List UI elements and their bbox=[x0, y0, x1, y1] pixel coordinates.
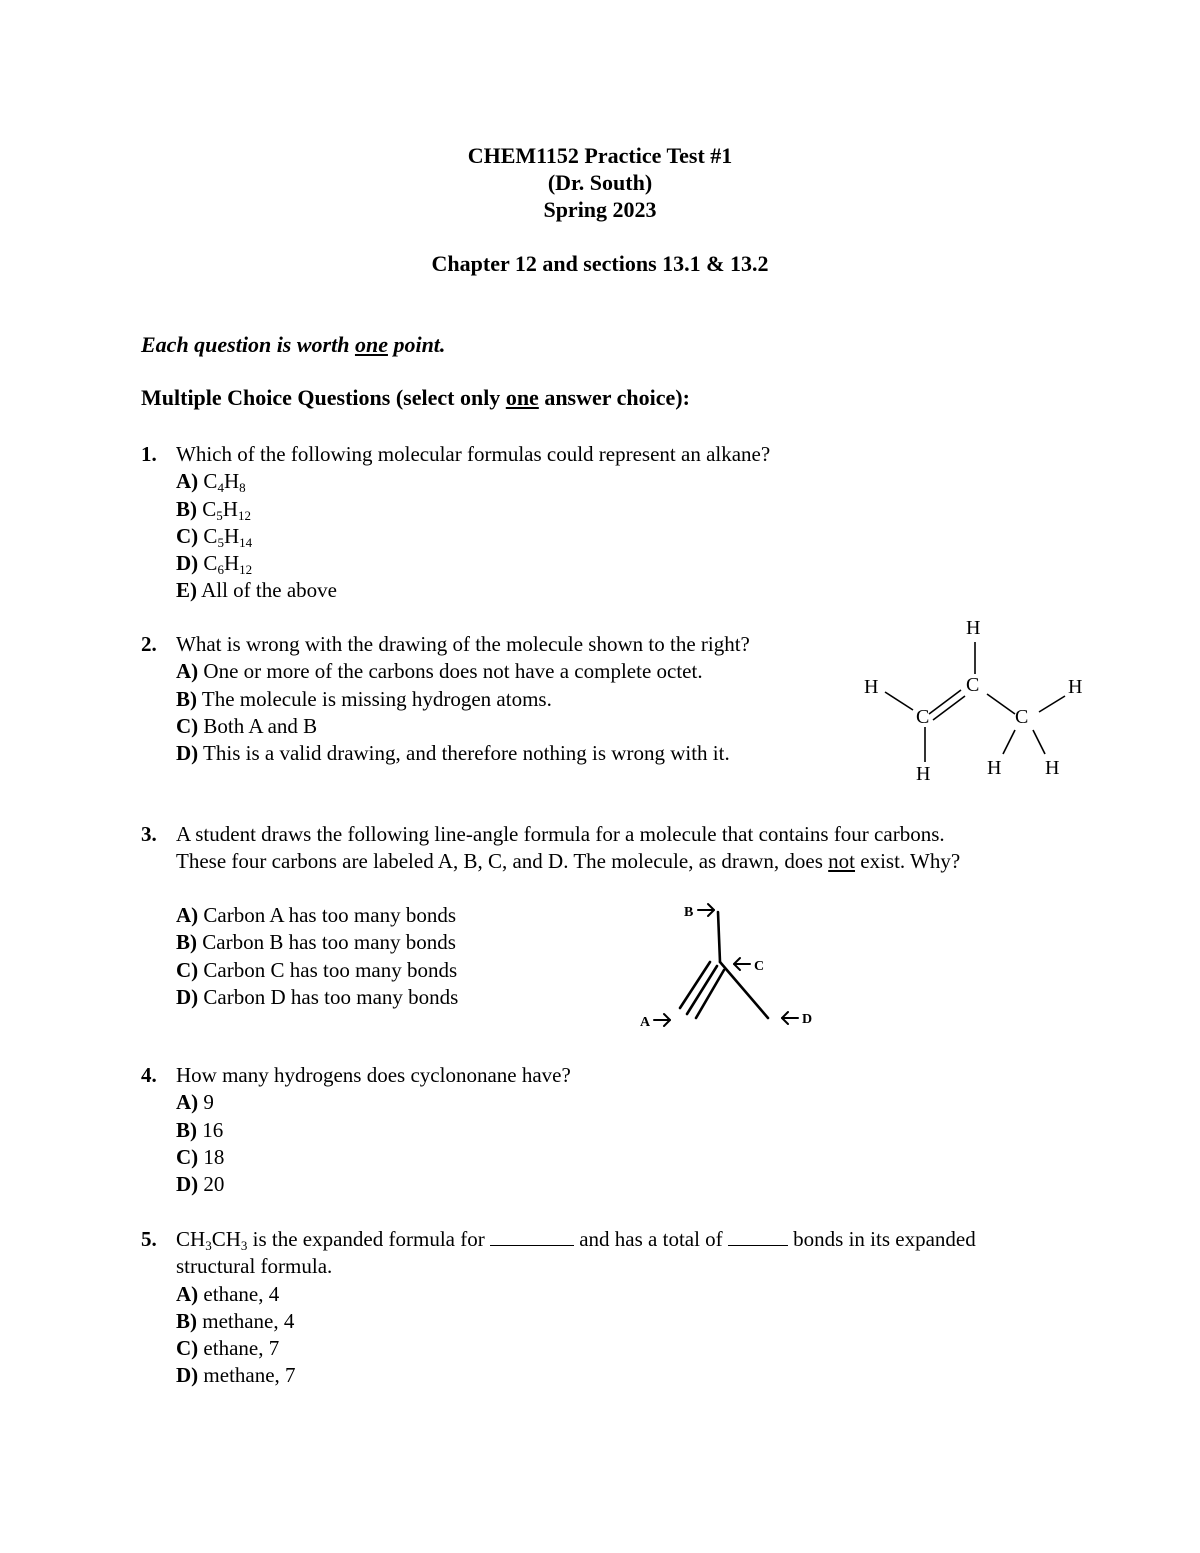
atom-h-top: H bbox=[966, 617, 981, 639]
answer-choice[interactable]: D) Carbon D has too many bonds bbox=[176, 984, 459, 1009]
answer-choice[interactable]: C) $C_5H_{14}$ bbox=[176, 523, 253, 550]
answer-choice[interactable]: A) 9 bbox=[176, 1090, 214, 1115]
atom-h-bottom-mid: H bbox=[987, 757, 1002, 779]
question-number: 5. bbox=[141, 1227, 157, 1251]
question-number: 1. bbox=[141, 442, 157, 466]
atom-h-bottom-left: H bbox=[916, 763, 931, 785]
answer-choice[interactable]: A) $C_4H_8$ bbox=[176, 469, 246, 496]
answer-choice[interactable]: A) ethane, 4 bbox=[176, 1281, 280, 1306]
carbon-label-a: A bbox=[640, 1015, 651, 1030]
carbon-label-b: B bbox=[684, 905, 694, 920]
line-angle-formula-figure bbox=[630, 890, 830, 1040]
chapter-coverage: Chapter 12 and sections 13.1 & 13.2 bbox=[431, 251, 769, 276]
question-number: 4. bbox=[141, 1063, 157, 1087]
question-text: What is wrong with the drawing of the molecule shown to the right? bbox=[176, 632, 750, 656]
atom-c-left: C bbox=[916, 706, 930, 728]
term: Spring 2023 bbox=[543, 197, 657, 222]
answer-choice[interactable]: D) 20 bbox=[176, 1172, 225, 1197]
point-instructions: Each question is worth one point. bbox=[141, 332, 446, 357]
question-text-line-2: These four carbons are labeled A, B, C, and D. The molecule, as drawn, does not exist. Why? bbox=[176, 849, 961, 874]
question-text: How many hydrogens does cyclononane have? bbox=[176, 1063, 571, 1087]
answer-choice[interactable]: A) Carbon A has too many bonds bbox=[176, 903, 456, 927]
atom-c-middle: C bbox=[966, 674, 980, 696]
arrow-b-icon bbox=[698, 904, 714, 916]
answer-choice[interactable]: A) One or more of the carbons does not have a complete octet. bbox=[176, 659, 703, 684]
atom-c-right: C bbox=[1015, 706, 1029, 728]
answer-choice[interactable]: B) Carbon B has too many bonds bbox=[176, 930, 456, 955]
instructor-name: (Dr. South) bbox=[547, 170, 653, 195]
atom-h-right: H bbox=[1068, 676, 1083, 698]
course-title: CHEM1152 Practice Test #1 bbox=[467, 143, 733, 168]
propene-structure-figure bbox=[855, 612, 1095, 792]
answer-choice[interactable]: E) All of the above bbox=[176, 578, 337, 603]
answer-choice[interactable]: C) 18 bbox=[176, 1144, 225, 1169]
arrow-a-icon bbox=[654, 1014, 670, 1026]
arrow-c-icon bbox=[734, 958, 750, 970]
answer-choice[interactable]: D) This is a valid drawing, and therefore nothing is wrong with it. bbox=[176, 741, 730, 766]
answer-choice[interactable]: B) $C_5H_{12}$ bbox=[176, 496, 251, 523]
atom-h-bottom-right: H bbox=[1045, 757, 1060, 779]
atom-h-left: H bbox=[864, 676, 879, 698]
fill-in-blank-name[interactable] bbox=[490, 1227, 574, 1246]
answer-choice[interactable]: D) $C_6H_{12}$ bbox=[176, 551, 253, 578]
fill-in-blank-bonds[interactable] bbox=[728, 1227, 788, 1246]
answer-choice[interactable]: C) Carbon C has too many bonds bbox=[176, 957, 458, 982]
question-text-line-2: structural formula. bbox=[176, 1254, 333, 1279]
carbon-label-d: D bbox=[802, 1012, 813, 1027]
question-text-line-1: A student draws the following line-angle formula for a molecule that contains four carbons. bbox=[176, 822, 945, 846]
question-number: 3. bbox=[141, 822, 157, 846]
answer-choice[interactable]: D) methane, 7 bbox=[176, 1363, 296, 1388]
answer-choice[interactable]: B) The molecule is missing hydrogen atoms. bbox=[176, 686, 552, 711]
question-number: 2. bbox=[141, 632, 157, 656]
answer-choice[interactable]: B) methane, 4 bbox=[176, 1308, 295, 1333]
arrow-d-icon bbox=[782, 1012, 798, 1024]
answer-choice[interactable]: C) ethane, 7 bbox=[176, 1336, 280, 1361]
carbon-label-c: C bbox=[754, 959, 765, 974]
answer-choice[interactable]: C) Both A and B bbox=[176, 713, 318, 738]
question-text: Which of the following molecular formulas could represent an alkane? bbox=[176, 442, 771, 466]
section-heading: Multiple Choice Questions (select only one answer choice): bbox=[141, 385, 690, 410]
question-text-line-1: $CH_3CH_3$ is the expanded formula for and has a total of bonds in its expanded bbox=[176, 1227, 976, 1253]
answer-choice[interactable]: B) 16 bbox=[176, 1117, 224, 1142]
